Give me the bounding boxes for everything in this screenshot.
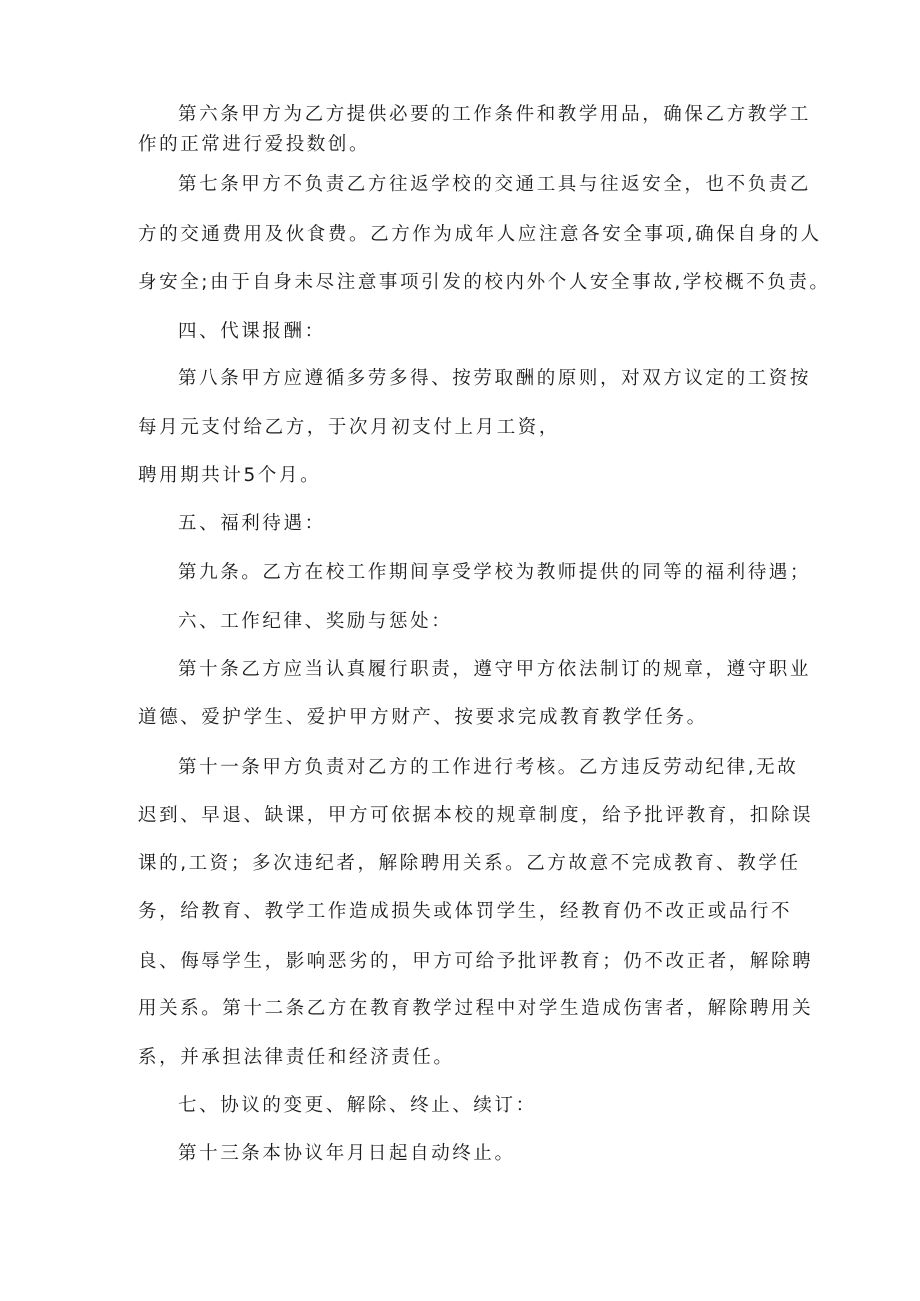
text-line: 良、侮辱学生，影响恶劣的，甲方可给予批评教育；仍不改正者，解除聘 xyxy=(138,951,814,972)
text-line: 作的正常进行爱投数创。 xyxy=(138,134,371,155)
text-line: 迟到、早退、缺课，甲方可依据本校的规章制度，给予批评教育，扣除误 xyxy=(138,805,814,826)
text-line: 聘用期共计5个月。 xyxy=(138,465,322,486)
section-heading: 七、协议的变更、解除、终止、续订： xyxy=(178,1095,537,1116)
text-line: 第六条甲方为乙方提供必要的工作条件和教学用品，确保乙方教学工 xyxy=(178,104,812,125)
text-line: 第九条。乙方在校工作期间享受学校为教师提供的同等的福利待遇； xyxy=(178,562,812,583)
text-line: 每月元支付给乙方，于次月初支付上月工资， xyxy=(138,417,561,438)
section-heading: 六、工作纪律、奖励与惩处： xyxy=(178,611,453,632)
text-line: 第十条乙方应当认真履行职责，遵守甲方依法制订的规章，遵守职业 xyxy=(178,659,812,680)
text-line: 方的交通费用及伙食费。乙方作为成年人应注意各安全事项,确保自身的人 xyxy=(138,224,822,245)
text-line: 身安全;由于自身未尽注意事项引发的校内外个人安全事故,学校概不负责。 xyxy=(138,272,831,293)
text-line: 第十三条本协议年月日起自动终止。 xyxy=(178,1143,516,1164)
text-line: 道德、爱护学生、爱护甲方财产、按要求完成教育教学任务。 xyxy=(138,707,708,728)
section-heading: 四、代课报酬： xyxy=(178,321,326,342)
section-heading: 五、福利待遇： xyxy=(178,513,326,534)
text-line: 第十一条甲方负责对乙方的工作进行考核。乙方违反劳动纪律,无故 xyxy=(178,757,799,778)
text-line: 用关系。第十二条乙方在教育教学过程中对学生造成伤害者，解除聘用关 xyxy=(138,998,814,1019)
text-line: 第八条甲方应遵循多劳多得、按劳取酬的原则，对双方议定的工资按 xyxy=(178,368,812,389)
text-line: 系，并承担法律责任和经济责任。 xyxy=(138,1047,455,1068)
text-line: 务，给教育、教学工作造成损失或体罚学生，经教育仍不改正或品行不 xyxy=(138,901,793,922)
text-line: 第七条甲方不负责乙方往返学校的交通工具与往返安全，也不负责乙 xyxy=(178,174,812,195)
text-line: 课的,工资；多次违纪者，解除聘用关系。乙方故意不完成教育、教学任 xyxy=(138,853,801,874)
